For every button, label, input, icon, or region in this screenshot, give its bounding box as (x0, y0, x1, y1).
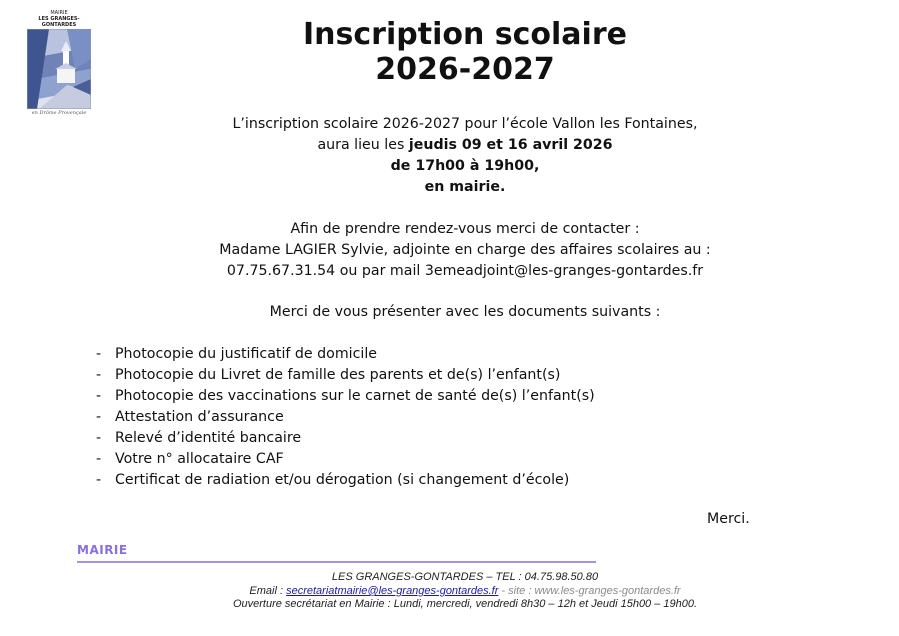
list-item (96, 365, 595, 386)
contact-line-1: Afin de prendre rendez-vous merci de contacter : (290, 221, 640, 237)
list-item (96, 428, 595, 449)
list-item (96, 386, 595, 407)
intro-line-1: L’inscription scolaire 2026-2027 pour l’école Vallon les Fontaines, (232, 116, 698, 132)
footer-address: LES GRANGES-GONTARDES – TEL : 04.75.98.50.80 (331, 571, 599, 583)
logo-text-mairie: MAIRIE (50, 10, 68, 16)
bullet-dash: - (96, 409, 102, 425)
document-label: Votre n° allocataire CAF (115, 451, 284, 467)
footer-site: - site : www.les-granges-gontardes.fr (498, 585, 681, 597)
footer-email-label: Email : (249, 585, 287, 597)
document-label: Attestation d’assurance (115, 409, 284, 425)
bullet-dash: - (96, 430, 102, 446)
documents-list (96, 344, 595, 491)
intro-hours: de 17h00 à 19h00, (390, 158, 540, 174)
footer-contact (150, 584, 780, 598)
intro-place: en mairie. (424, 179, 506, 195)
bullet-dash: - (96, 451, 102, 467)
bullet-dash: - (96, 388, 102, 404)
footer-divider (77, 561, 596, 563)
list-item (96, 449, 595, 470)
documents-intro: Merci de vous présenter avec les documents suivants : (269, 304, 661, 320)
logo-tagline: en Drôme Provençale (31, 110, 87, 116)
page-title: Inscription scolaire (303, 17, 627, 52)
list-item (96, 407, 595, 428)
document-label: Photocopie du justificatif de domicile (115, 346, 378, 362)
document-label: Photocopie du Livret de famille des parents et de(s) l’enfant(s) (115, 367, 561, 383)
page-title-year: 2026-2027 (375, 52, 555, 87)
footer-heading: MAIRIE (77, 543, 128, 557)
mairie-logo (22, 10, 96, 114)
document-label: Certificat de radiation et/ou dérogation (si changement d’école) (115, 472, 570, 488)
contact-line-2: Madame LAGIER Sylvie, adjointe en charge des affaires scolaires au : (219, 242, 711, 258)
list-item (96, 470, 595, 491)
contact-line-3: 07.75.67.31.54 ou par mail 3emeadjoint@les-granges-gontardes.fr (226, 263, 704, 279)
footer-hours: Ouverture secrétariat en Mairie : Lundi, mercredi, vendredi 8h30 – 12h et Jeudi 15h00 – 19h00. (232, 598, 698, 610)
list-item (96, 344, 595, 365)
document-label: Relevé d’identité bancaire (115, 430, 302, 446)
intro-line-2-prefix: aura lieu les (317, 137, 409, 153)
bullet-dash: - (96, 472, 102, 488)
intro-dates: jeudis 09 et 16 avril 2026 (408, 137, 613, 153)
intro-line-2 (150, 135, 780, 156)
village-illustration-icon (27, 29, 91, 109)
footer-email-link[interactable]: secretariatmairie@les-granges-gontardes.fr (286, 585, 499, 597)
bullet-dash: - (96, 367, 102, 383)
closing-text: Merci. (707, 511, 750, 527)
document-label: Photocopie des vaccinations sur le carnet de santé de(s) l’enfant(s) (115, 388, 595, 404)
logo-text-commune: LES GRANGES-GONTARDES (38, 16, 80, 28)
bullet-dash: - (96, 346, 102, 362)
